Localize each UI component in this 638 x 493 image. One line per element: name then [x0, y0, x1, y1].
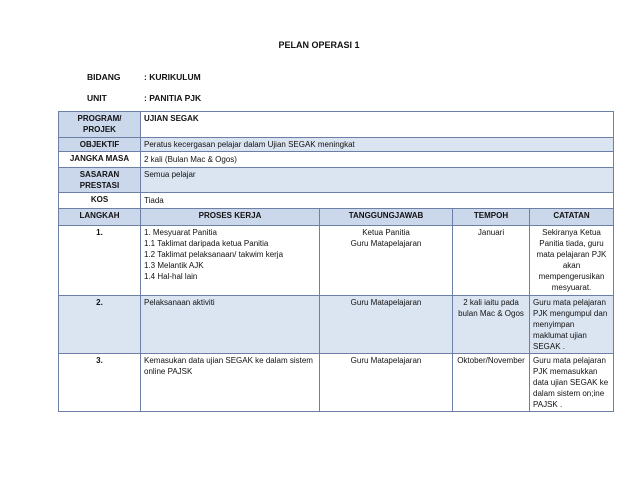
document-title: PELAN OPERASI 1	[278, 40, 360, 50]
proses-line: 1.4 Hal-hal lain	[144, 272, 198, 281]
meta-key: UNIT	[87, 93, 107, 103]
langkah-cell: 1.	[59, 226, 141, 296]
plan-table	[58, 111, 614, 412]
langkah-cell: 3.	[59, 354, 141, 412]
row-jangka-masa	[59, 152, 614, 168]
header-tanggungjawab: TANGGUNGJAWAB	[320, 209, 453, 226]
table-row	[59, 226, 614, 296]
kos-value: Tiada	[141, 193, 614, 209]
proses-cell: Pelaksanaan aktiviti	[141, 296, 320, 354]
proses-line: 1.2 Taklimat pelaksanaan/ takwim kerja	[144, 250, 284, 259]
tanggungjawab-cell	[320, 226, 453, 296]
objektif-value: Peratus kecergasan pelajar dalam Ujian SEGAK meningkat	[141, 138, 614, 152]
proses-line: 1.3 Melantik AJK	[144, 261, 204, 270]
jangka-label: JANGKA MASA	[59, 152, 141, 168]
row-program	[59, 112, 614, 138]
meta-value: : KURIKULUM	[144, 72, 201, 82]
tempoh-cell: 2 kali iaitu pada bulan Mac & Ogos	[453, 296, 530, 354]
objektif-label: OBJEKTIF	[59, 138, 141, 152]
tanggungjawab-cell: Guru Matapelajaran	[320, 354, 453, 412]
header-proses: PROSES KERJA	[141, 209, 320, 226]
header-tempoh: TEMPOH	[453, 209, 530, 226]
meta-value: : PANITIA PJK	[144, 93, 202, 103]
jangka-value: 2 kali (Bulan Mac & Ogos)	[141, 152, 614, 168]
proses-cell	[141, 226, 320, 296]
tanggungjawab-cell: Guru Matapelajaran	[320, 296, 453, 354]
catatan-cell: Guru mata pelajaran PJK memasukkan data ujian SEGAK ke dalam sistem on;ine PAJSK .	[530, 354, 614, 412]
meta-row-bidang	[87, 72, 201, 82]
row-objektif	[59, 138, 614, 152]
table-row	[59, 354, 614, 412]
tempoh-cell: Januari	[453, 226, 530, 296]
proses-line: 1. Mesyuarat Panitia	[144, 228, 217, 237]
proses-line: 1.1 Taklimat daripada ketua Panitia	[144, 239, 269, 248]
table-row	[59, 296, 614, 354]
row-kos	[59, 193, 614, 209]
kos-label: KOS	[59, 193, 141, 209]
program-value: UJIAN SEGAK	[141, 112, 614, 138]
catatan-cell: Sekiranya Ketua Panitia tiada, guru mata pelajaran PJK akan mempengerusikan mesyuarat.	[530, 226, 614, 296]
sasaran-label: SASARAN PRESTASI	[59, 168, 141, 193]
sasaran-value: Semua pelajar	[141, 168, 614, 193]
catatan-cell: Guru mata pelajaran PJK mengumpul dan menyimpan maklumat ujian SEGAK .	[530, 296, 614, 354]
meta-row-unit	[87, 93, 201, 103]
meta-key: BIDANG	[87, 72, 121, 82]
proses-cell: Kemasukan data ujian SEGAK ke dalam sistem online PAJSK	[141, 354, 320, 412]
langkah-cell: 2.	[59, 296, 141, 354]
row-sasaran	[59, 168, 614, 193]
tempoh-cell: Oktober/November	[453, 354, 530, 412]
tanggungjawab-line: Ketua Panitia	[362, 228, 410, 237]
tanggungjawab-line: Guru Matapelajaran	[350, 239, 422, 248]
header-catatan: CATATAN	[530, 209, 614, 226]
header-row	[59, 209, 614, 226]
program-label: PROGRAM/ PROJEK	[59, 112, 141, 138]
header-langkah: LANGKAH	[59, 209, 141, 226]
